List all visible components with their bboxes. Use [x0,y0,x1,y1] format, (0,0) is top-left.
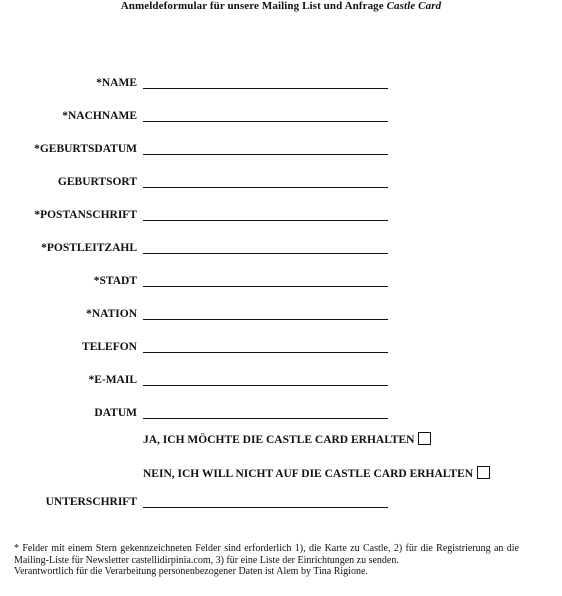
checkbox-row-no [143,468,490,484]
field-email-label: *E-MAIL [88,374,137,386]
field-unterschrift-input-line[interactable] [143,507,388,508]
field-telefon-label: TELEFON [82,341,137,353]
field-unterschrift [0,496,562,512]
field-nation-input-line[interactable] [143,319,388,320]
field-nation-label: *NATION [86,308,137,320]
checkbox-no-label: NEIN, ICH WILL NICHT AUF DIE CASTLE CARD ERHALTEN [143,468,474,480]
form-title-emphasis: Castle Card [386,0,442,12]
field-telefon-input-line[interactable] [143,352,388,353]
field-name [0,77,562,93]
field-geburtsort-input-line[interactable] [143,187,388,188]
field-telefon [0,341,562,357]
field-geburtsdatum-input-line[interactable] [143,154,388,155]
footnote-text: * Felder mit einem Stern gekennzeichneten Felder sind erforderlich 1), die Karte zu Castle, 2) für die Registrierung an die Mailing-Liste für Newsletter castellidirpinia.com, 3) für eine Liste der Einrichtungen zu senden. [14,543,519,566]
field-nachname-input-line[interactable] [143,121,388,122]
field-email [0,374,562,390]
field-stadt [0,275,562,291]
field-nation [0,308,562,324]
field-name-input-line[interactable] [143,88,388,89]
form-title-text: Anmeldeformular für unsere Mailing List und Anfrage [120,0,387,12]
footnote-responsible: Verantwortlich für die Verarbeitung personenbezogener Daten ist Alem by Tina Rigione. [14,566,368,577]
field-name-label: *NAME [96,77,137,89]
field-datum-label: DATUM [94,407,137,419]
field-nachname [0,110,562,126]
field-postanschrift-label: *POSTANSCHRIFT [34,209,137,221]
field-postanschrift-input-line[interactable] [143,220,388,221]
checkbox-yes[interactable] [418,432,431,445]
footnote [14,543,519,578]
field-postleitzahl-input-line[interactable] [143,253,388,254]
field-geburtsort-label: GEBURTSORT [57,176,137,188]
field-datum [0,407,562,423]
form-title [0,0,562,12]
field-geburtsdatum [0,143,562,159]
field-datum-input-line[interactable] [143,418,388,419]
checkbox-row-yes [143,434,431,450]
checkbox-no[interactable] [477,466,490,479]
field-stadt-input-line[interactable] [143,286,388,287]
field-nachname-label: *NACHNAME [62,110,137,122]
field-postanschrift [0,209,562,225]
field-stadt-label: *STADT [93,275,137,287]
checkbox-yes-label: JA, ICH MÖCHTE DIE CASTLE CARD ERHALTEN [143,434,415,446]
field-unterschrift-label: UNTERSCHRIFT [45,496,137,508]
field-geburtsdatum-label: *GEBURTSDATUM [34,143,137,155]
field-postleitzahl [0,242,562,258]
field-postleitzahl-label: *POSTLEITZAHL [41,242,137,254]
field-email-input-line[interactable] [143,385,388,386]
field-geburtsort [0,176,562,192]
